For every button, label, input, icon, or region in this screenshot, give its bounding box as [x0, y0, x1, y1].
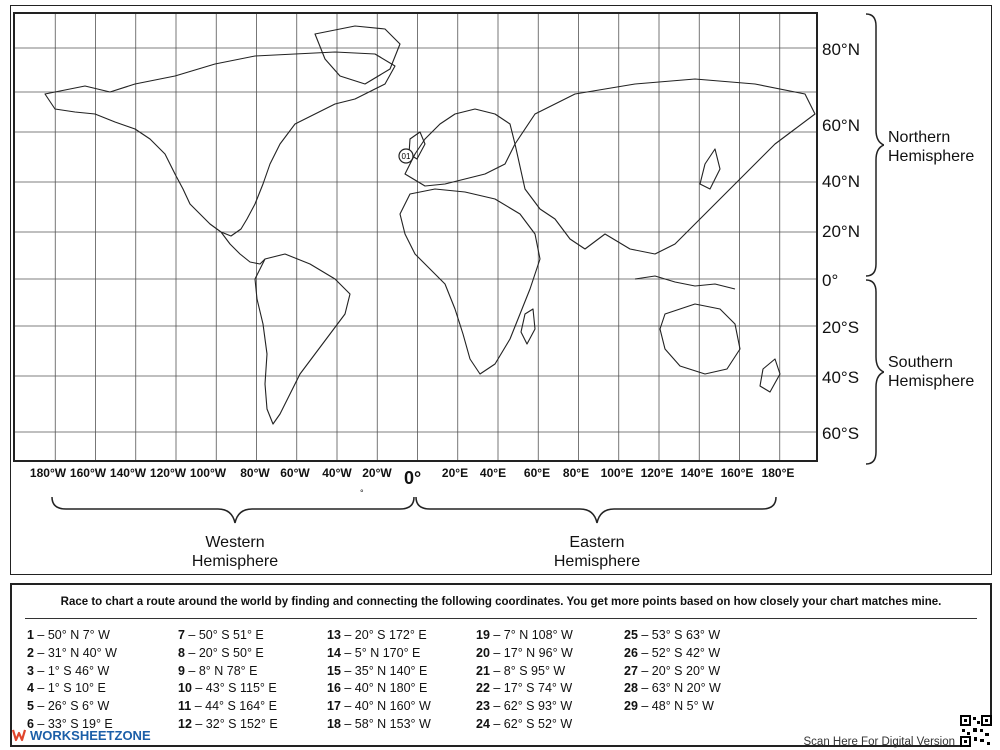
coordinate-value: – 50° S 51° E — [184, 628, 264, 642]
route-marker — [399, 149, 413, 163]
lon-label: 140°W — [109, 466, 147, 480]
coordinate-value: – 58° N 153° W — [340, 716, 431, 731]
coordinate-item — [27, 645, 117, 663]
lat-label-equator: 0° — [822, 271, 839, 290]
lon-label: 100°E — [600, 466, 634, 480]
coordinate-number: 27 — [624, 663, 638, 678]
instructions-text: Race to chart a route around the world by finding and connecting the following coordinates. You get more points based on how closely your chart matches mine. — [60, 596, 942, 608]
lon-label: 80°W — [240, 466, 270, 480]
south-america-outline — [255, 254, 350, 424]
coordinate-number: 4 — [27, 681, 34, 696]
coordinate-item — [624, 645, 721, 663]
europe-outline — [405, 109, 515, 186]
coordinate-column — [178, 627, 278, 734]
lat-label-20s: 20°S — [822, 318, 860, 337]
coordinate-item — [178, 680, 278, 698]
lon-label: 40°W — [322, 466, 352, 480]
coordinate-value: – 20° S 172° E — [340, 628, 427, 642]
map-grid — [15, 14, 818, 462]
coordinate-item — [327, 680, 431, 698]
coordinate-number: 13 — [327, 628, 341, 642]
coordinate-item — [476, 645, 573, 663]
hemisphere-braces-horizontal — [50, 495, 780, 530]
coordinate-item — [476, 627, 573, 645]
lon-label: 20°E — [441, 466, 469, 480]
scan-prompt: Scan Here For Digital Version — [803, 736, 955, 748]
coordinate-item — [178, 663, 278, 681]
western-hemisphere-label: Western Hemisphere — [191, 534, 279, 570]
coordinate-value: – 63° N 20° W — [637, 681, 721, 696]
coordinate-number: 21 — [476, 663, 490, 678]
coordinate-item — [476, 698, 573, 716]
coordinate-value: – 5° N 170° E — [340, 645, 421, 660]
australia-outline — [660, 304, 740, 374]
africa-outline — [400, 189, 540, 374]
lon-label: 180°W — [29, 466, 67, 480]
coordinate-number: 25 — [624, 628, 638, 642]
coordinate-number: 11 — [178, 699, 192, 714]
map-canvas — [15, 14, 818, 462]
coordinate-value: – 53° S 63° W — [637, 628, 721, 642]
coordinate-value: – 17° N 96° W — [489, 645, 573, 660]
coordinate-item — [27, 627, 117, 645]
lat-label-40n: 40°N — [822, 172, 860, 191]
coordinate-number: 10 — [178, 681, 192, 696]
coordinate-number: 6 — [27, 716, 34, 731]
coordinate-item — [624, 698, 721, 716]
coordinate-number: 26 — [624, 645, 638, 660]
coordinate-number: 9 — [178, 663, 185, 678]
coordinate-item — [327, 645, 431, 663]
lon-label: 120°E — [640, 466, 674, 480]
coordinate-value: – 40° N 180° E — [340, 681, 428, 696]
coordinate-item — [327, 698, 431, 716]
coordinate-number: 16 — [327, 681, 341, 696]
coordinate-value: – 1° S 46° W — [33, 663, 110, 678]
coordinate-item — [624, 663, 721, 681]
w-logo-icon — [12, 728, 26, 742]
coordinate-value: – 26° S 6° W — [33, 699, 110, 714]
worksheetzone-logo: WORKSHEETZONE — [12, 728, 151, 743]
madagascar-outline — [521, 309, 535, 344]
coordinate-value: – 31° N 40° W — [33, 645, 117, 660]
coordinate-value: – 35° N 140° E — [340, 663, 428, 678]
japan-outline — [700, 149, 720, 189]
coordinate-column — [624, 627, 721, 716]
southern-hemisphere-label: Southern Hemisphere — [888, 354, 975, 390]
coordinate-number: 19 — [476, 628, 490, 642]
coordinate-number: 28 — [624, 681, 638, 696]
coordinate-item — [327, 663, 431, 681]
coordinate-number: 5 — [27, 699, 34, 714]
coordinate-item — [327, 627, 431, 645]
eastern-hemisphere-label: Eastern Hemisphere — [553, 534, 641, 570]
coordinate-value: – 20° S 50° E — [184, 645, 264, 660]
coordinate-value: – 48° N 5° W — [637, 699, 714, 714]
coordinate-value: – 8° S 95° W — [489, 663, 566, 678]
coordinate-value: – 52° S 42° W — [637, 645, 721, 660]
marker-label: 01 — [401, 152, 411, 161]
lon-label: 60°E — [523, 466, 551, 480]
coordinate-number: 12 — [178, 716, 192, 731]
lat-label-20n: 20°N — [822, 222, 860, 241]
north-america-outline — [45, 52, 395, 236]
coordinate-item — [178, 627, 278, 645]
coordinate-item — [624, 680, 721, 698]
coordinate-number: 3 — [27, 663, 34, 678]
lon-label: 60°W — [280, 466, 310, 480]
coordinate-value: – 17° S 74° W — [489, 681, 573, 696]
lon-label: 160°E — [720, 466, 754, 480]
small-degree-mark: ° — [360, 488, 364, 498]
coordinate-value: – 8° N 78° E — [184, 663, 258, 678]
lon-label: 160°W — [69, 466, 107, 480]
lat-label-40s: 40°S — [822, 368, 860, 387]
coordinate-number: 14 — [327, 645, 341, 660]
coordinate-item — [476, 663, 573, 681]
lon-label: 80°E — [562, 466, 590, 480]
lon-label: 120°W — [149, 466, 187, 480]
coordinate-column — [27, 627, 117, 734]
coordinate-item — [27, 698, 117, 716]
coordinate-number: 1 — [27, 628, 34, 642]
coordinate-item — [27, 663, 117, 681]
lat-label-60n: 60°N — [822, 116, 860, 135]
coordinate-item — [178, 716, 278, 734]
lat-label-80n: 80°N — [822, 40, 860, 59]
coordinate-value: – 32° S 152° E — [191, 716, 278, 731]
coordinate-item — [178, 698, 278, 716]
lon-label: 20°W — [362, 466, 392, 480]
coordinate-number: 29 — [624, 699, 638, 714]
coordinate-column — [327, 627, 431, 734]
prime-meridian-label: 0° — [404, 468, 422, 488]
coordinate-value: – 62° S 93° W — [489, 699, 573, 714]
coordinate-value: – 33° S 19° E — [33, 716, 113, 731]
coordinate-item — [476, 680, 573, 698]
coordinate-value: – 50° N 7° W — [33, 628, 110, 642]
coordinate-item — [178, 645, 278, 663]
world-map — [13, 12, 818, 462]
coordinate-value: – 43° S 115° E — [191, 681, 277, 696]
coordinate-value: – 20° S 20° W — [637, 663, 721, 678]
northern-hemisphere-label: Northern Hemisphere — [888, 129, 975, 165]
lon-label: 40°E — [479, 466, 507, 480]
coordinate-item — [624, 627, 721, 645]
coordinate-value: – 44° S 164° E — [191, 699, 277, 714]
coordinate-number: 20 — [476, 645, 490, 660]
qr-code-icon[interactable] — [960, 715, 992, 747]
coordinate-number: 8 — [178, 645, 185, 660]
coordinate-column — [476, 627, 573, 734]
coordinates-panel — [10, 583, 992, 747]
central-america-outline — [221, 232, 265, 264]
coordinate-number: 18 — [327, 716, 341, 731]
divider — [25, 618, 977, 619]
indonesia-outline — [635, 276, 735, 289]
coordinate-item — [27, 680, 117, 698]
coordinate-value: – 7° N 108° W — [489, 628, 573, 642]
coordinate-item — [476, 716, 573, 734]
greenland-outline — [315, 26, 400, 84]
lat-label-60s: 60°S — [822, 424, 860, 443]
coordinate-number: 23 — [476, 699, 490, 714]
asia-outline — [515, 79, 815, 254]
lon-label: 180°E — [761, 466, 795, 480]
coordinate-number: 22 — [476, 681, 490, 696]
coordinate-value: – 62° S 52° W — [489, 716, 573, 731]
coordinate-value: – 1° S 10° E — [33, 681, 106, 696]
coordinate-value: – 40° N 160° W — [340, 699, 431, 714]
coordinate-number: 7 — [178, 628, 185, 642]
coordinate-number: 15 — [327, 663, 341, 678]
new-zealand-outline — [760, 359, 780, 392]
lon-label: 100°W — [189, 466, 227, 480]
coordinate-number: 24 — [476, 716, 490, 731]
coordinate-number: 17 — [327, 699, 341, 714]
coordinate-number: 2 — [27, 645, 34, 660]
coordinate-item — [327, 716, 431, 734]
hemisphere-braces-vertical — [864, 12, 884, 467]
lon-label: 140°E — [680, 466, 714, 480]
